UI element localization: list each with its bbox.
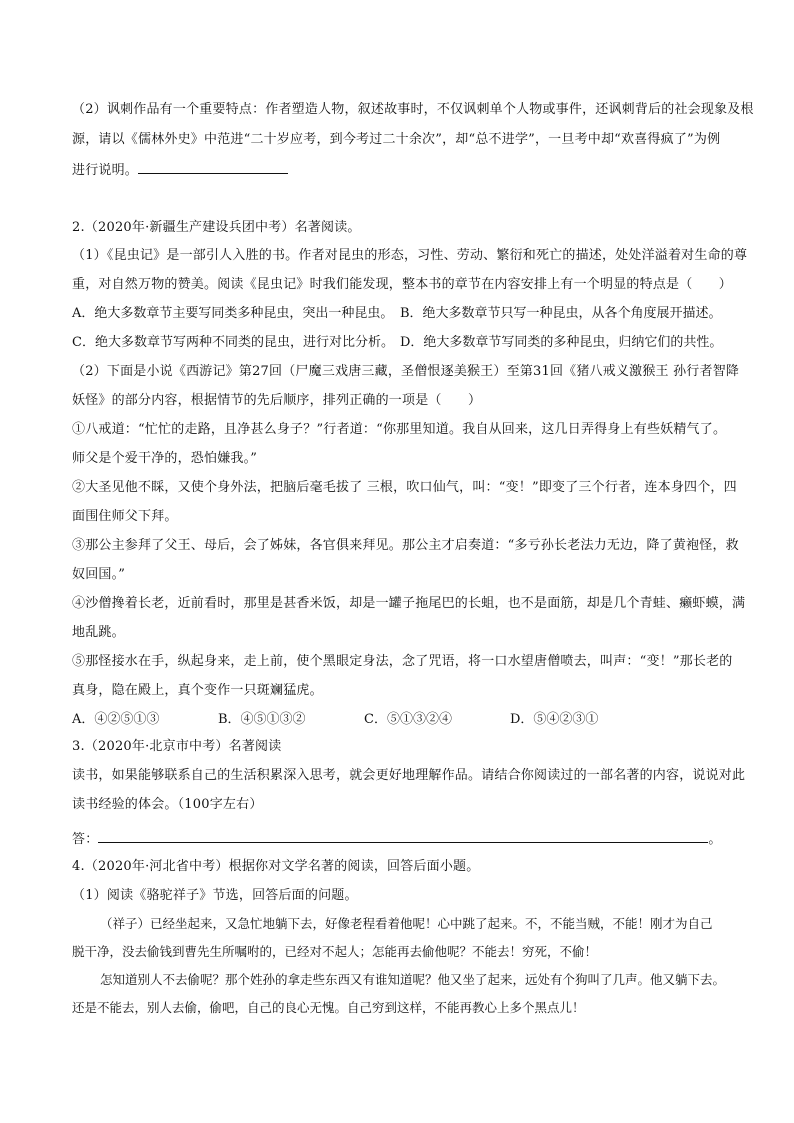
q1-part2-line3 — [72, 159, 732, 179]
q2-p2-line1: （2）下面是小说《西游记》第27回（尸魔三戏唐三藏，圣僧恨逐美猴王）至第31回《猪八戒义激猴王 孙行者智降 — [72, 364, 740, 379]
answer-blank[interactable] — [138, 159, 288, 174]
q4-excerpt1-line1: （祥子）已经坐起来，又急忙地躺下去，好像老程看着他呢！心中跳了起来。不，不能当贼，不能！刚才为自己 — [100, 916, 713, 931]
q3-line1: 读书，如果能够联系自己的生活积累深入思考，就会更好地理解作品。请结合你阅读过的一部名著的内容，说说对此 — [72, 768, 746, 783]
q4-header: 4.（2020年·河北省中考）根据你对文学名著的阅读，回答后面小题。 — [72, 859, 480, 874]
q4-excerpt2-line2: 还是不能去，别人去偷，偷吧，自己的良心无愧。自己穷到这样，不能再教心上多个黑点儿！ — [72, 1000, 585, 1015]
q2-option-a[interactable]: A．绝大多数章节主要写同类多种昆虫，突出一种昆虫。 — [72, 306, 394, 321]
q3-answer-label: 答： — [72, 832, 99, 847]
q2-sentence4-line2: 地乱跳。 — [72, 625, 125, 640]
q2-option-c[interactable]: C．绝大多数章节写两种不同类的昆虫，进行对比分析。 — [72, 335, 394, 350]
q3-answer-line — [72, 828, 732, 848]
q2-option-d[interactable]: D．绝大多数章节写同类的多种昆虫，归纳它们的共性。 — [400, 335, 723, 350]
q2-sentence3-line1: ③那公主参拜了父王、母后，会了姊妹，各官俱来拜见。那公主才启奏道：“多亏孙长老法力无边，降了黄袍怪，救 — [72, 538, 739, 553]
q4-sub1: （1）阅读《骆驼祥子》节选，回答后面的问题。 — [72, 888, 358, 903]
q2-p1-line2: 重，对自然万物的赞美。阅读《昆虫记》时我们能发现，整本书的章节在内容安排上有一个明显的特点是（ ） — [72, 277, 733, 292]
q2-sentence2-line1: ②大圣见他不睬，又使个身外法，把脑后毫毛拔了 三根，吹口仙气，叫：“变！”即变了三个行者，连本身四个，四 — [72, 480, 737, 495]
q3-answer-blank[interactable] — [98, 828, 708, 843]
q2-sentence1-line1: ①八戒道：“忙忙的走路，且净甚么身子？”行者道：“你那里知道。我自从回来，这几日弄得身上有些妖精气了。 — [72, 422, 727, 437]
q2-sentence3-line2: 奴回国。” — [72, 567, 126, 582]
q2-answer-b[interactable]: B．④⑤①③② — [218, 712, 306, 727]
q4-excerpt2-line1: 怎知道别人不去偷呢？那个姓孙的拿走些东西又有谁知道呢？他又坐了起来，远处有个狗叫了几声。他又躺下去。 — [100, 972, 726, 987]
q2-answer-c[interactable]: C．⑤①③②④ — [364, 712, 452, 727]
q2-answer-d[interactable]: D．⑤④②③① — [510, 712, 599, 727]
q2-sentence5-line1: ⑤那怪接水在手，纵起身来，走上前，使个黑眼定身法，念了咒语，将一口水望唐僧喷去，叫声：“变！”那长老的 — [72, 654, 733, 669]
q1-part2-line2: 源，请以《儒林外史》中范进“二十岁应考，到今考过二十余次”，却“总不进学”，一旦考中却“欢喜得疯了”为例 — [72, 132, 721, 147]
q2-p2-line2: 妖怪》的部分内容，根据情节的先后顺序，排列正确的一项是（ ） — [72, 393, 482, 408]
q2-sentence4-line1: ④沙僧搀着长老，近前看时，那里是甚香米饭，却是一罐子拖尾巴的长蛆，也不是面筋，却是几个青蛙、癞虾蟆，满 — [72, 596, 746, 611]
q3-answer-end: 。 — [708, 832, 722, 847]
q2-sentence5-line2: 真身，隐在殿上，真个变作一只斑斓猛虎。 — [72, 683, 323, 698]
q2-p1-line1: （1）《昆虫记》是一部引人入胜的书。作者对昆虫的形态，习性、劳动、繁衍和死亡的描述，处处洋溢着对生命的尊 — [72, 248, 748, 263]
q2-sentence2-line2: 面围住师父下拜。 — [72, 509, 178, 524]
q1-part2-line1: （2）讽刺作品有一个重要特点：作者塑造人物，叙述故事时，不仅讽刺单个人物或事件，还讽刺背后的社会现象及根 — [72, 102, 754, 117]
q2-sentence1-line2: 师父是个爱干净的，恐怕嫌我。” — [72, 451, 258, 466]
q2-answer-a[interactable]: A．④②⑤①③ — [72, 712, 160, 727]
q2-header: 2.（2020年·新疆生产建设兵团中考）名著阅读。 — [72, 220, 361, 235]
q3-line2: 读书经验的体会。（100字左右） — [72, 797, 263, 812]
q1-part2-line3-text: 进行说明。 — [72, 163, 139, 178]
q2-option-b[interactable]: B．绝大多数章节只写一种昆虫，从各个角度展开描述。 — [400, 306, 722, 321]
q3-header: 3.（2020年·北京市中考）名著阅读 — [72, 739, 282, 754]
q4-excerpt1-line2: 脱干净，没去偷钱到曹先生所嘱咐的，已经对不起人；怎能再去偷他呢？不能去！穷死，不偷！ — [72, 944, 598, 959]
